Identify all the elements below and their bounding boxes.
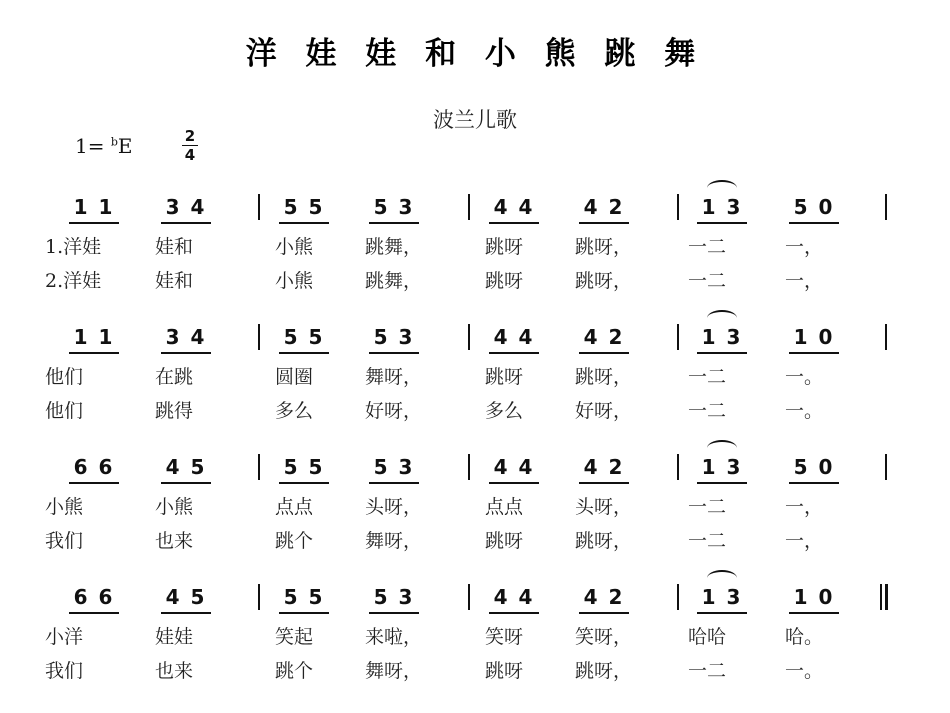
beam-underline [579,352,629,354]
note-group [365,582,423,616]
note-group [65,192,123,226]
lyric-syllable: 跳舞， [365,236,423,258]
lyric-syllable: 跳呀， [575,270,633,292]
barline [468,454,470,480]
note-group [275,452,333,486]
beam-underline [279,222,329,224]
note-text: 4 4 [493,585,535,609]
beam-underline [369,222,419,224]
lyric-syllable: 跳呀 [485,366,524,388]
lyric-syllable: 我们 [45,530,84,552]
lyric-syllable: 舞呀， [365,530,423,552]
lyric-syllable: 跳个 [275,530,314,552]
barline [885,194,887,220]
lyric-syllable: 舞呀， [365,660,423,682]
note-group [157,192,215,226]
barline [258,194,260,220]
note-group [275,582,333,616]
note-group [485,582,543,616]
slur-arc [707,180,737,196]
note-text: 1 1 [73,325,115,349]
song-title: 洋 娃 娃 和 小 熊 跳 舞 [245,36,705,72]
notes-row [0,322,950,362]
beam-underline [697,612,747,614]
note-text: 1 1 [73,195,115,219]
beam-underline [789,222,839,224]
note-text: 5 3 [373,455,415,479]
note-group [157,322,215,356]
lyric-syllable: 一。 [785,366,824,388]
note-text: 6 6 [73,455,115,479]
beam-underline [789,352,839,354]
note-text: 6 6 [73,585,115,609]
beam-underline [161,482,211,484]
lyric-syllable: 娃和 [155,236,194,258]
lyric-syllable: 一， [785,496,824,518]
lyric-syllable: 小熊 [155,496,194,518]
staff-system [0,192,950,312]
note-text: 1 0 [793,325,835,349]
beam-underline [161,612,211,614]
slur-arc [707,570,737,586]
note-text: 5 5 [283,455,325,479]
lyric-syllable: 小熊 [275,236,314,258]
note-group [575,452,633,486]
note-group [693,322,751,356]
note-group [485,322,543,356]
lyric-syllable: 一二 [688,496,727,518]
time-signature-top: 2 [184,127,196,145]
note-text: 5 3 [373,585,415,609]
note-group [575,322,633,356]
lyric-syllable: 跳呀， [575,660,633,682]
lyric-syllable: 他们 [45,400,84,422]
barline [677,194,679,220]
note-text: 5 5 [283,585,325,609]
note-group [65,582,123,616]
beam-underline [697,352,747,354]
lyric-syllable: 一， [785,270,824,292]
note-text: 4 4 [493,455,535,479]
lyric-syllable: 一。 [785,660,824,682]
note-group [157,582,215,616]
barline [258,324,260,350]
final-barline-thick [885,584,888,610]
beam-underline [279,612,329,614]
beam-underline [161,222,211,224]
note-group [365,322,423,356]
note-group [575,582,633,616]
beam-underline [489,612,539,614]
note-group [785,452,843,486]
beam-underline [697,482,747,484]
key-signature [75,134,133,158]
note-text: 5 3 [373,195,415,219]
beam-underline [579,222,629,224]
lyric-syllable: 跳个 [275,660,314,682]
notes-row [0,582,950,622]
note-group [275,192,333,226]
lyric-syllable: 跳得 [155,400,194,422]
lyric-syllable: 一二 [688,660,727,682]
key-prefix: 1= [75,134,111,158]
flat-sign: b [110,135,118,149]
lyric-syllable: 娃和 [155,270,194,292]
beam-underline [489,482,539,484]
lyric-syllable: 点点 [275,496,314,518]
lyric-syllable: 笑起 [275,626,314,648]
note-text: 5 3 [373,325,415,349]
barline [468,194,470,220]
note-group [693,192,751,226]
lyric-syllable: 跳呀， [575,530,633,552]
lyric-syllable: 跳呀 [485,236,524,258]
barline [885,454,887,480]
lyric-syllable: 也来 [155,660,194,682]
lyric-syllable: 1.洋娃 [45,236,102,258]
lyric-syllable: 好呀， [365,400,423,422]
beam-underline [369,352,419,354]
lyric-syllable: 头呀， [365,496,423,518]
lyric-syllable: 好呀， [575,400,633,422]
lyric-syllable: 头呀， [575,496,633,518]
key-note: E [117,134,133,158]
lyric-syllable: 笑呀， [575,626,633,648]
note-group [275,322,333,356]
lyric-syllable: 跳呀， [575,366,633,388]
beam-underline [369,482,419,484]
note-group [785,582,843,616]
lyric-syllable: 跳舞， [365,270,423,292]
note-text: 1 3 [701,585,743,609]
lyric-syllable: 哈。 [785,626,824,648]
beam-underline [369,612,419,614]
beam-underline [69,612,119,614]
lyric-syllable: 小洋 [45,626,84,648]
barline [468,584,470,610]
note-text: 5 5 [283,195,325,219]
note-group [575,192,633,226]
lyric-syllable: 小熊 [275,270,314,292]
barline [258,454,260,480]
note-text: 4 4 [493,195,535,219]
note-group [65,452,123,486]
beam-underline [279,352,329,354]
note-group [785,322,843,356]
barline [258,584,260,610]
lyric-syllable: 一， [785,236,824,258]
note-text: 1 0 [793,585,835,609]
barline [468,324,470,350]
note-text: 1 3 [701,455,743,479]
lyric-syllable: 娃娃 [155,626,194,648]
note-group [693,452,751,486]
note-group [365,192,423,226]
beam-underline [789,612,839,614]
note-text: 4 5 [165,585,207,609]
notes-row [0,452,950,492]
beam-underline [789,482,839,484]
lyric-syllable: 跳呀 [485,270,524,292]
lyric-syllable: 笑呀 [485,626,524,648]
lyric-syllable: 跳呀 [485,660,524,682]
slur-arc [707,310,737,326]
lyric-syllable: 小熊 [45,496,84,518]
note-text: 5 0 [793,195,835,219]
note-group [65,322,123,356]
lyric-syllable: 哈哈 [688,626,727,648]
note-text: 4 2 [583,195,625,219]
lyric-syllable: 在跳 [155,366,194,388]
beam-underline [69,482,119,484]
staff-system [0,452,950,572]
lyric-syllable: 一二 [688,366,727,388]
lyric-syllable: 也来 [155,530,194,552]
song-origin: 波兰儿歌 [433,108,517,132]
lyric-syllable: 他们 [45,366,84,388]
note-text: 4 2 [583,585,625,609]
note-group [785,192,843,226]
note-text: 5 5 [283,325,325,349]
barline [885,324,887,350]
note-text: 3 4 [165,195,207,219]
beam-underline [697,222,747,224]
lyric-syllable: 一。 [785,400,824,422]
lyric-syllable: 一二 [688,400,727,422]
barline [677,324,679,350]
beam-underline [161,352,211,354]
lyric-syllable: 一二 [688,236,727,258]
lyric-syllable: 点点 [485,496,524,518]
note-text: 4 4 [493,325,535,349]
barline [677,454,679,480]
beam-underline [579,612,629,614]
note-group [485,192,543,226]
note-text: 1 3 [701,195,743,219]
lyric-syllable: 我们 [45,660,84,682]
lyric-syllable: 多么 [275,400,314,422]
lyric-syllable: 跳呀 [485,530,524,552]
lyric-syllable: 跳呀， [575,236,633,258]
note-group [157,452,215,486]
staff-system [0,322,950,442]
note-group [485,452,543,486]
note-text: 3 4 [165,325,207,349]
beam-underline [69,352,119,354]
lyric-syllable: 来啦， [365,626,423,648]
beam-underline [489,222,539,224]
lyric-syllable: 2.洋娃 [45,270,102,292]
beam-underline [489,352,539,354]
lyric-syllable: 舞呀， [365,366,423,388]
staff-system [0,582,950,702]
lyric-syllable: 多么 [485,400,524,422]
lyric-syllable: 圆圈 [275,366,314,388]
lyric-syllable: 一， [785,530,824,552]
note-text: 4 2 [583,325,625,349]
barline [677,584,679,610]
note-text: 1 3 [701,325,743,349]
slur-arc [707,440,737,456]
lyric-syllable: 一二 [688,270,727,292]
beam-underline [279,482,329,484]
beam-underline [579,482,629,484]
note-text: 5 0 [793,455,835,479]
final-barline-thin [880,584,882,610]
notes-row [0,192,950,232]
beam-underline [69,222,119,224]
note-group [365,452,423,486]
lyric-syllable: 一二 [688,530,727,552]
time-signature-bottom: 4 [184,146,196,164]
time-signature [182,128,198,163]
note-text: 4 2 [583,455,625,479]
note-group [693,582,751,616]
note-text: 4 5 [165,455,207,479]
